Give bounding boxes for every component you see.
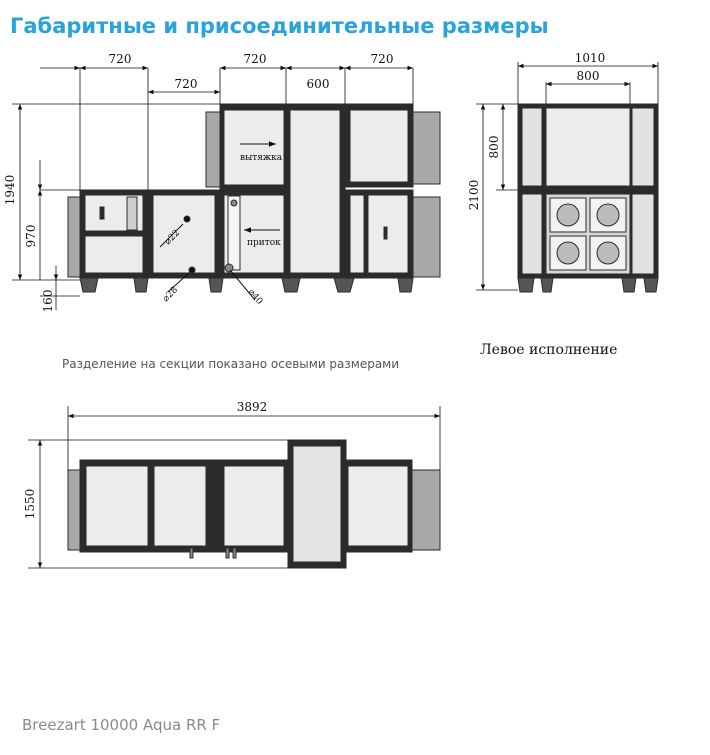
duct-lower-right [412,197,440,277]
side-width-inner: 800 [576,69,600,83]
duct-upper-right [412,112,440,184]
label-exhaust: вытяжка [240,153,283,163]
top-view [68,440,440,568]
front-dim-5: 720 [370,52,394,66]
side-height-upper: 800 [487,135,501,159]
top-duct-right [412,470,440,550]
front-dim-2: 720 [174,77,198,91]
top-length-total: 3892 [236,400,268,414]
pipe-diameter-22: ⌀22 [163,228,183,248]
side-legs [518,278,658,292]
side-height-total: 2100 [467,179,481,211]
front-dim-3: 720 [243,52,267,66]
side-width-total: 1010 [574,51,606,65]
front-height-lower: 970 [24,224,38,248]
variant-label: Левое исполнение [480,342,618,358]
label-supply: приток [247,238,281,248]
front-dim-1: 720 [108,52,132,66]
front-height-legs: 160 [41,289,55,313]
front-dim-4: 600 [306,77,330,91]
duct-left-lower [68,197,81,277]
front-height-total: 1940 [3,174,17,206]
side-view [518,104,658,292]
duct-upper-mid [206,112,221,187]
top-width-total: 1550 [23,488,37,520]
front-view [68,104,440,300]
page-title: Габаритные и присоединительные размеры [10,14,549,38]
pipe-diameter-28: ⌀28 [161,285,181,305]
pipe-diameter-40: ⌀40 [245,287,265,307]
section-note: Разделение на секции показано осевыми размерами [62,357,400,371]
model-name: Breezart 10000 Aqua RR F [22,716,221,734]
